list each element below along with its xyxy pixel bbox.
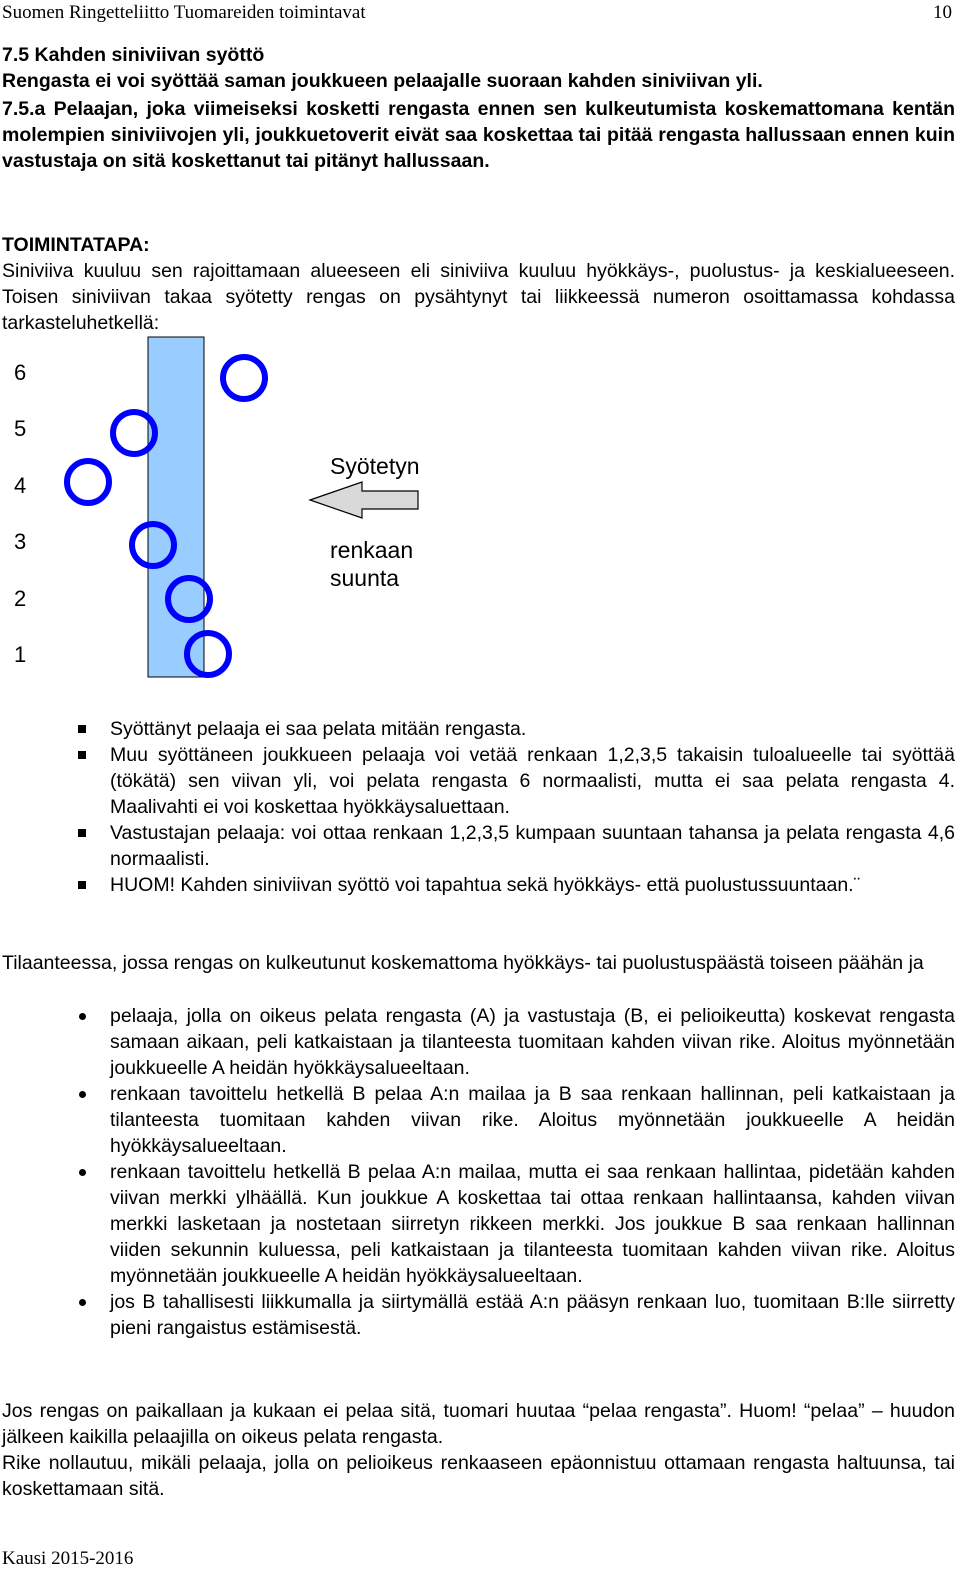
- list-item: renkaan tavoittelu hetkellä B pelaa A:n mailaa, mutta ei saa renkaan hallintaa, pidetään kahden viivan merkki ylhäällä. Kun joukkue A koskettaa tai ottaa renkaan hallintaansa, kahden viivan merkki lasketaan ja nostetaan siirretyn rikkeen merkki. Jos joukkue B saa renkaan hallinnan viiden sekunnin kuluessa, peli katkaistaan ja tilanteesta tuomitaan kahden viivan rike. Aloitus myönnetään joukkueelle A heidän hyökkäysalueeltaan.: [2, 1159, 955, 1289]
- closing-paragraph: Jos rengas on paikallaan ja kukaan ei pelaa sitä, tuomari huutaa “pelaa rengasta”. Huom! “pelaa” – huudon jälkeen kaikilla pelaajilla on oikeus pelata rengasta.: [2, 1400, 955, 1448]
- subrule: [2, 96, 955, 174]
- square-bullet-list: [2, 716, 955, 898]
- list-item: HUOM! Kahden siniviivan syöttö voi tapahtua sekä hyökkäys- että puolustussuuntaan.¨: [2, 872, 955, 898]
- subrule-number: 7.5.a: [2, 98, 46, 120]
- closing-paragraph: Rike nollautuu, mikäli pelaaja, jolla on pelioikeus renkaaseen epäonnistuu ottamaan rengasta haltuunsa, tai koskettamaan sitä.: [2, 1452, 955, 1500]
- document-title: Suomen Ringetteliitto Tuomareiden toimintavat: [2, 2, 366, 23]
- list-item: renkaan tavoittelu hetkellä B pelaa A:n mailaa ja B saa renkaan hallinnan, peli katkaistaan ja tilanteesta tuomitaan kahden viivan rike. Aloitus myönnetään joukkueelle A heidän hyökkäysalueeltaan.: [2, 1081, 955, 1159]
- arrow-label-top: Syötetyn: [330, 453, 420, 479]
- page-number: 10: [933, 2, 952, 23]
- list-item: Vastustajan pelaaja: voi ottaa renkaan 1,2,3,5 kumpaan suuntaan tahansa ja pelata rengasta 4,6 normaalisti.: [2, 820, 955, 872]
- list-item: Syöttänyt pelaaja ei saa pelata mitään rengasta.: [2, 716, 955, 742]
- position-number-2: 2: [14, 586, 27, 611]
- procedure-text: Siniviiva kuuluu sen rajoittamaan alueeseen eli siniviiva kuuluu hyökkäys-, puolustus- ja keskialueeseen. Toisen siniviivan takaa syötetty rengas on pysähtynyt tai liikkeessä numeron osoittamassa kohdassa tarkasteluhetkellä:: [2, 260, 955, 334]
- section-rule: Rengasta ei voi syöttää saman joukkueen pelaajalle suoraan kahden siniviivan yli.: [2, 70, 763, 92]
- list-item: Muu syöttäneen joukkueen pelaaja voi vetää renkaan 1,2,3,5 takaisin tuloalueelle tai syöttää (tökätä) sen viivan yli, voi pelata rengasta 6 normaalisti, mutta ei saa pelata rengasta 4. Maalivahti ei voi koskettaa hyökkäysaluettaan.: [2, 742, 955, 820]
- position-number-1: 1: [14, 642, 27, 667]
- position-number-4: 4: [14, 473, 27, 498]
- ring-6: [223, 357, 265, 399]
- position-number-3: 3: [14, 529, 27, 554]
- direction-arrow-icon: [310, 482, 418, 518]
- section-heading: 7.5 Kahden siniviivan syöttö: [2, 44, 265, 66]
- situation-intro: Tilaanteessa, jossa rengas on kulkeutunut koskemattoma hyökkäys- tai puolustuspäästä toiseen päähän ja: [2, 952, 924, 974]
- procedure-label: TOIMINTATAPA:: [2, 234, 150, 256]
- list-item: pelaaja, jolla on oikeus pelata rengasta (A) ja vastustaja (B, ei pelioikeutta) koskevat rengasta samaan aikaan, peli katkaistaan ja tilanteesta tuomitaan kahden viivan rike. Aloitus myönnetään joukkueelle A heidän hyökkäysalueeltaan.: [2, 1003, 955, 1081]
- list-item: jos B tahallisesti liikkumalla ja siirtymällä estää A:n pääsyn renkaan luo, tuomitaan B:lle siirretty pieni rangaistus estämisestä.: [2, 1289, 955, 1341]
- blue-line: [148, 337, 204, 677]
- subrule-text: Pelaajan, joka viimeiseksi kosketti rengasta ennen sen kulkeutumista koskemattomana kentän molempien siniviivojen yli, joukkuetoverit eivät saa koskettaa tai pitää rengasta hallussaan ennen kuin vastustaja on sitä koskettanut tai pitänyt hallussaan.: [2, 98, 956, 172]
- arrow-label-line1: renkaan: [330, 537, 414, 563]
- arrow-label-line2: suunta: [330, 565, 400, 591]
- position-number-5: 5: [14, 416, 27, 441]
- closing-paragraphs: [2, 1398, 955, 1502]
- position-number-6: 6: [14, 360, 27, 385]
- page-header: [2, 2, 952, 26]
- dot-bullet-list: [2, 1003, 955, 1341]
- blue-line-diagram: [0, 330, 960, 690]
- page-footer: Kausi 2015-2016: [2, 1548, 134, 1569]
- ring-4: [67, 461, 109, 503]
